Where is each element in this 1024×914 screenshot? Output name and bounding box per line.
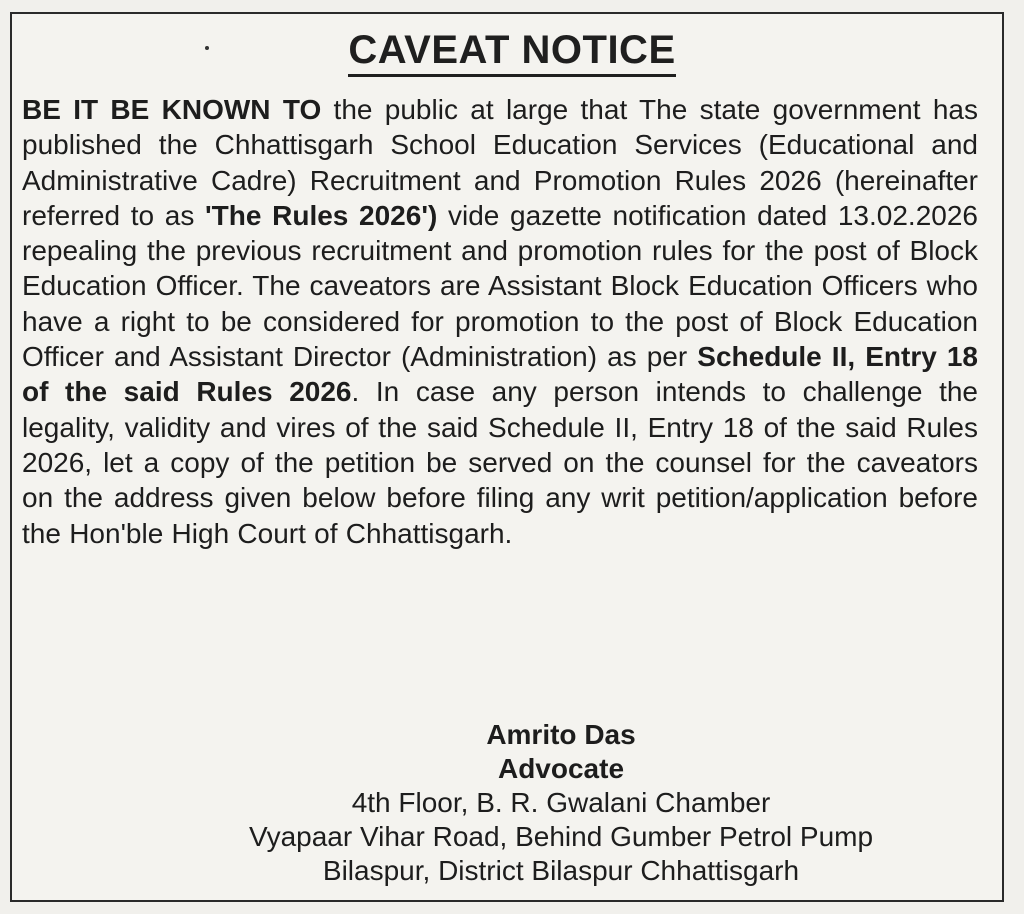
notice-title — [0, 28, 1024, 73]
address-line-2: Vyapaar Vihar Road, Behind Gumber Petrol Pump — [248, 821, 874, 852]
notice-lead: BE IT BE KNOWN TO — [22, 94, 322, 125]
notice-paragraph-part-1: the public at large that The state government has published the Chhattisgarh School Education Services (Educational and Administrative Cadre) Recruitment and Promotion Rules 2026 (hereinafter referred to as — [22, 94, 978, 231]
notice-paragraph-part-2: vide gazette notification dated 13.02.2026 repealing the previous recruitment and promotion rules for the post of Block Education Officer. The caveators are Assistant Block Education Officers who have a right to be considered for promotion to the post of Block Education Officer and Assistant Director (Administration) as per — [22, 199, 978, 373]
address-line-1: 4th Floor, B. R. Gwalani Chamber — [351, 787, 771, 818]
address-line-3: Bilaspur, District Bilaspur Chhattisgarh — [322, 855, 800, 886]
rules-reference: 'The Rules 2026') — [205, 199, 438, 231]
notice-body — [22, 92, 978, 551]
notice-paragraph-part-3: . In case any person intends to challenge the legality, validity and vires of the said Schedule II, Entry 18 of the said Rules 2026, let a copy of the petition be served on the counsel for the caveators on the address given below before filing any writ petition/application before the Hon'ble High Court of Chhattisgarh. — [22, 376, 978, 549]
notice-title-text: CAVEAT NOTICE — [348, 28, 675, 77]
advocate-title: Advocate — [497, 753, 625, 784]
schedule-reference: Schedule II, Entry 18 of the said Rules 2026 — [22, 341, 978, 408]
advocate-name: Amrito Das — [486, 719, 636, 750]
